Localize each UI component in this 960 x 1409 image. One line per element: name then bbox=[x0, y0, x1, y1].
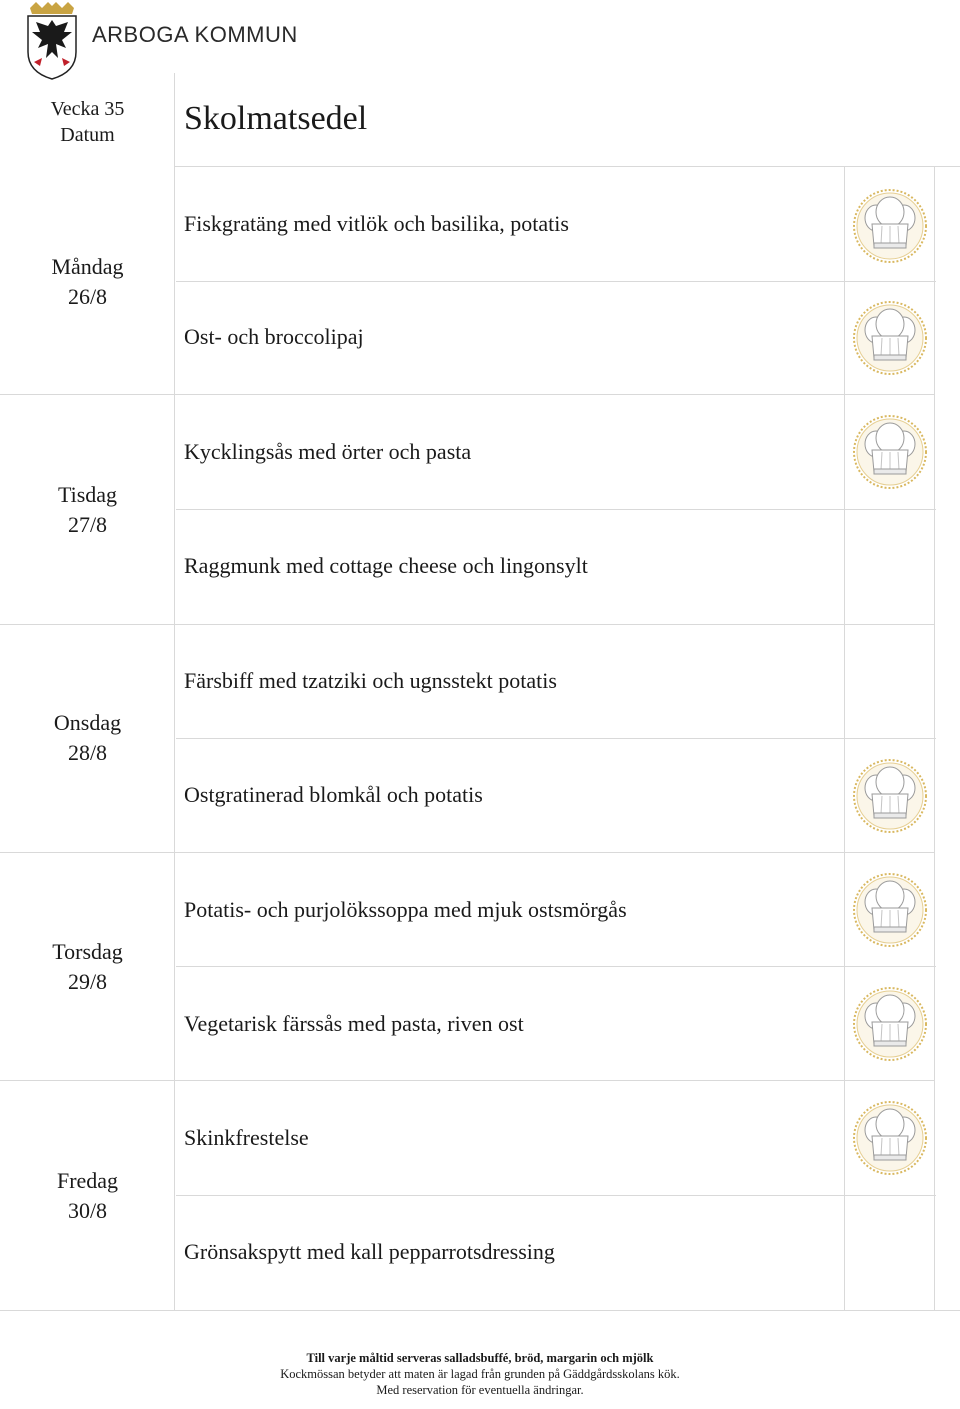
hat-column-divider bbox=[844, 167, 845, 1311]
chef-hat-icon bbox=[852, 414, 928, 490]
meal-item: Fiskgratäng med vitlök och basilika, potatis bbox=[184, 211, 569, 236]
meal-item: Ost- och broccolipaj bbox=[184, 324, 364, 349]
chef-hat-icon bbox=[852, 872, 928, 948]
day-divider bbox=[0, 624, 935, 625]
page-title: Skolmatsedel bbox=[184, 100, 368, 137]
footer-line: Till varje måltid serveras salladsbuffé, bröd, margarin och mjölk bbox=[306, 1351, 654, 1365]
meal-item: Skinkfrestelse bbox=[184, 1125, 309, 1150]
day-divider bbox=[0, 852, 935, 853]
day-name: Måndag bbox=[51, 254, 124, 279]
meal-divider bbox=[176, 966, 936, 967]
meal-item: Grönsakspytt med kall pepparrotsdressing bbox=[184, 1239, 555, 1264]
meal-item: Vegetarisk färssås med pasta, riven ost bbox=[184, 1011, 524, 1036]
chef-hat-icon bbox=[852, 300, 928, 376]
day-name: Torsdag bbox=[52, 939, 123, 964]
day-date: 30/8 bbox=[67, 1198, 108, 1223]
chef-hat-icon bbox=[852, 188, 928, 264]
day-name: Fredag bbox=[56, 1168, 119, 1193]
chef-hat-icon bbox=[852, 986, 928, 1062]
day-date: 26/8 bbox=[67, 284, 108, 309]
meal-divider bbox=[176, 509, 936, 510]
meal-divider bbox=[176, 738, 936, 739]
chef-hat-icon bbox=[852, 1100, 928, 1176]
date-label: Datum bbox=[60, 124, 115, 146]
meal-item: Raggmunk med cottage cheese och lingonsylt bbox=[184, 553, 588, 578]
day-date: 27/8 bbox=[67, 512, 108, 537]
meal-divider bbox=[176, 281, 936, 282]
day-divider bbox=[0, 1080, 935, 1081]
meal-item: Potatis- och purjolökssoppa med mjuk ostsmörgås bbox=[184, 897, 627, 922]
day-date: 28/8 bbox=[67, 740, 108, 765]
meal-item: Färsbiff med tzatziki och ugnsstekt potatis bbox=[184, 668, 557, 693]
right-border bbox=[934, 167, 935, 1311]
coat-of-arms-icon bbox=[22, 2, 82, 80]
header-divider bbox=[174, 166, 960, 167]
footer-line: Kockmössan betyder att maten är lagad från grunden på Gäddgårdsskolans kök. bbox=[280, 1367, 680, 1381]
meal-item: Kycklingsås med örter och pasta bbox=[184, 439, 472, 464]
day-name: Tisdag bbox=[57, 482, 118, 507]
meal-divider bbox=[176, 1195, 936, 1196]
week-label: Vecka 35 bbox=[50, 98, 125, 120]
chef-hat-icon bbox=[852, 758, 928, 834]
footer-line: Med reservation för eventuella ändringar. bbox=[376, 1383, 584, 1397]
day-date: 29/8 bbox=[67, 969, 108, 994]
day-divider bbox=[0, 1310, 960, 1311]
day-name: Onsdag bbox=[53, 710, 122, 735]
brand-name: ARBOGA KOMMUN bbox=[92, 22, 298, 47]
day-divider bbox=[0, 394, 935, 395]
meal-item: Ostgratinerad blomkål och potatis bbox=[184, 782, 483, 807]
